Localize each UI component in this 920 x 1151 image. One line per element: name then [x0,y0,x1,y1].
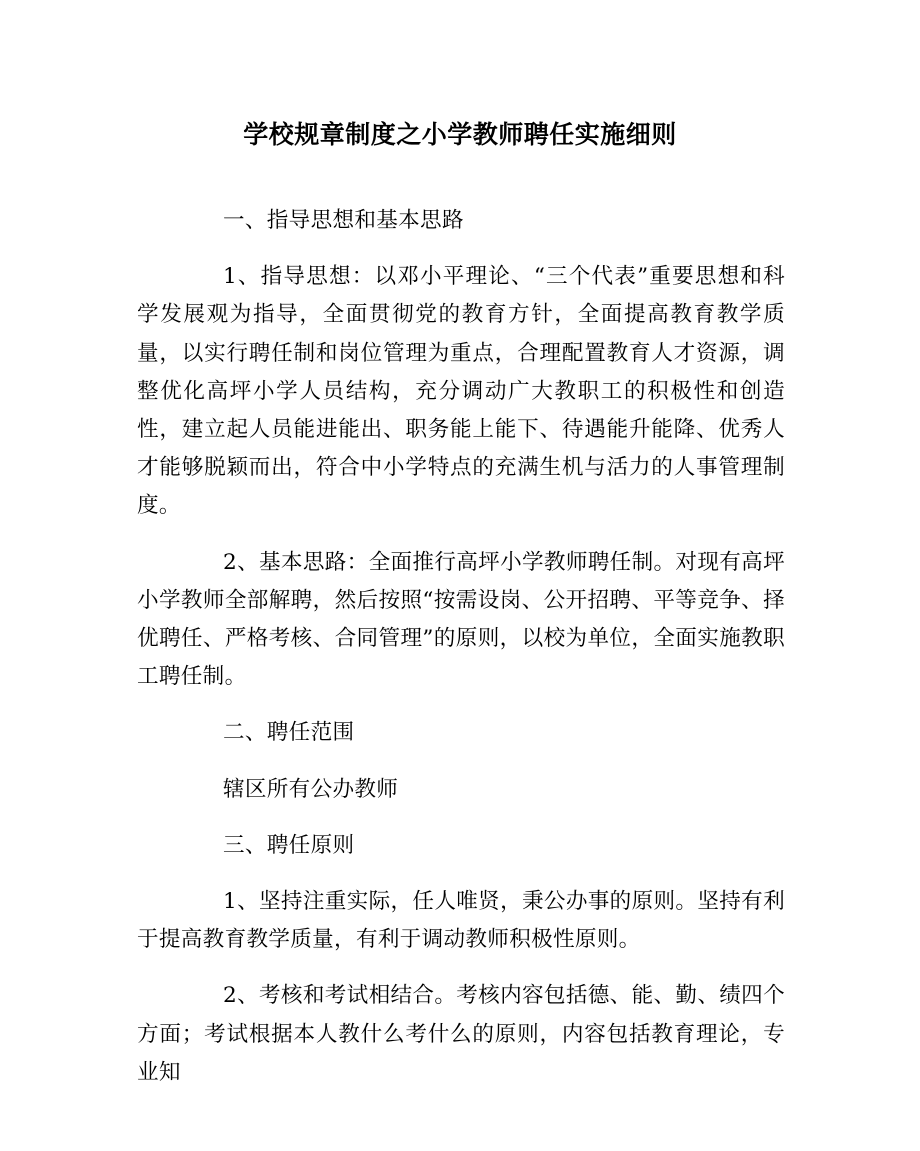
paragraph-principle-2: 2、考核和考试相结合。考核内容包括德、能、勤、绩四个方面；考试根据本人教什么考什么的原则，内容包括教育理论，专业知 [137,983,785,1085]
paragraph-scope: 辖区所有公办教师 [223,776,399,802]
paragraph-basic-approach: 2、基本思路：全面推行高坪小学教师聘任制。对现有高坪小学教师全部解聘，然后按照“按需设岗、公开招聘、平等竞争、择优聘任、严格考核、合同管理”的原则，以校为单位，全面实施教职工聘任制。 [137,549,785,690]
document-body [137,202,785,1092]
paragraph-section-heading: 三、聘任原则 [223,832,355,858]
paragraph-principle-1: 1、坚持注重实际，任人唯贤，秉公办事的原则。坚持有利于提高教育教学质量，有利于调动教师积极性原则。 [137,889,785,953]
paragraph-guiding-ideology: 1、指导思想：以邓小平理论、“三个代表”重要思想和科学发展观为指导，全面贯彻党的教育方针，全面提高教育教学质量，以实行聘任制和岗位管理为重点，合理配置教育人才资源，调整优化高坪小学人员结构，充分调动广大教职工的积极性和创造性，建立起人员能进能出、职务能上能下、待遇能升能降、优秀人才能够脱颖而出，符合中小学特点的充满生机与活力的人事管理制度。 [137,264,785,519]
paragraph-section-heading: 二、聘任范围 [223,720,355,746]
paragraph-section-heading: 一、指导思想和基本思路 [223,208,464,233]
document-title: 学校规章制度之小学教师聘任实施细则 [243,120,677,149]
